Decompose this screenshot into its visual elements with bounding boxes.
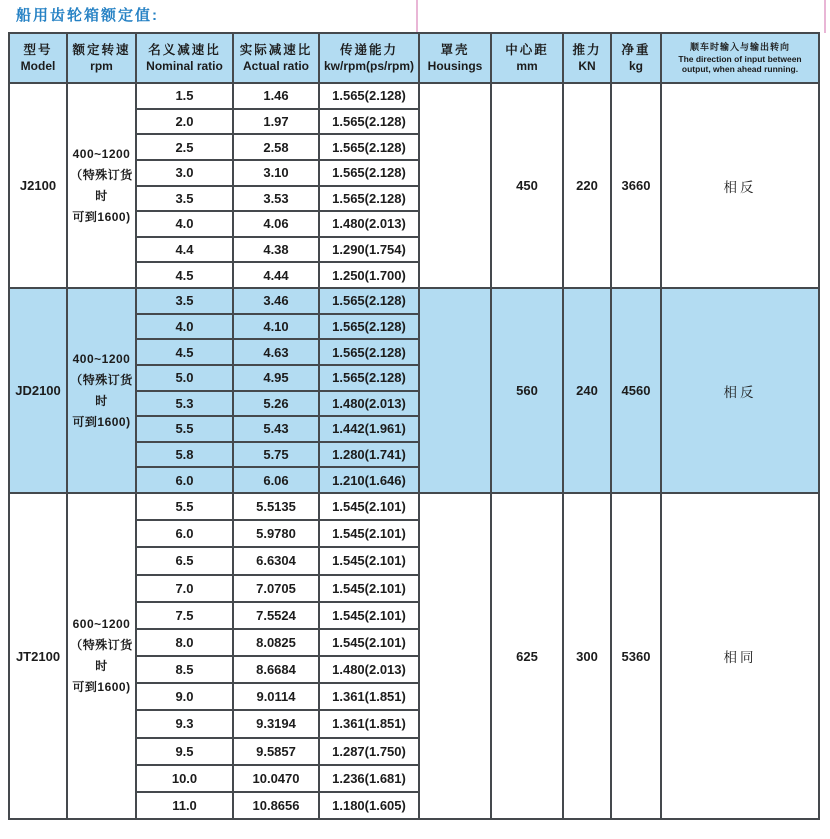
header-zh-actual-ratio: 实际减速比 — [239, 43, 313, 58]
capacity-cell: 1.545(2.101) — [332, 634, 406, 650]
group-J2100 — [10, 84, 818, 289]
capacity-cell: 1.236(1.681) — [332, 770, 406, 786]
header-cell-center-distance — [492, 34, 564, 82]
center-distance-cell: 560 — [492, 289, 564, 492]
actual-ratio-cell: 5.26 — [234, 392, 320, 416]
header-zh-direction: 顺车时输入与输出转向 — [689, 41, 790, 52]
nominal-ratio-cell: 7.5 — [137, 603, 234, 628]
header-cell-direction — [662, 34, 818, 82]
header-cell-nominal-ratio — [137, 34, 234, 82]
header-zh-nominal-ratio: 名义减速比 — [148, 43, 221, 58]
rated-speed-cell — [68, 494, 137, 818]
direction-cell — [662, 289, 818, 492]
header-zh-capacity: 传递能力 — [339, 43, 398, 58]
header-en-nominal-ratio: Nominal ratio — [146, 59, 223, 74]
net-weight-cell: 4560 — [612, 289, 662, 492]
ratio-row-5 — [137, 417, 418, 443]
nominal-ratio-cell: 5.5 — [137, 417, 234, 441]
rated-speed-line-2: 可到1600) — [72, 680, 131, 694]
scan-artifact-line-left — [416, 0, 418, 33]
capacity-cell: 1.287(1.750) — [332, 743, 406, 759]
actual-ratio-cell: 7.5524 — [234, 603, 320, 628]
page-title: 船用齿轮箱额定值: — [16, 7, 159, 24]
capacity-cell: 1.565(2.128) — [332, 370, 406, 386]
nominal-ratio-cell: 5.3 — [137, 392, 234, 416]
actual-ratio-cell: 1.97 — [234, 110, 320, 134]
center-distance-cell: 625 — [492, 494, 564, 818]
header-en-model: Model — [20, 59, 56, 74]
model-label: JD2100 — [15, 383, 61, 398]
actual-ratio-cell: 5.75 — [234, 443, 320, 467]
header-en-capacity: kw/rpm(ps/rpm) — [323, 59, 414, 74]
ratio-row-5 — [137, 630, 418, 657]
header-en-net-weight: kg — [628, 59, 643, 74]
direction-cell — [662, 84, 818, 287]
nominal-ratio-cell: 3.0 — [137, 161, 234, 185]
thrust-cell: 220 — [564, 84, 612, 287]
actual-ratio-cell: 9.5857 — [234, 739, 320, 764]
capacity-cell: 1.565(2.128) — [332, 139, 406, 155]
actual-ratio-cell: 1.46 — [234, 84, 320, 108]
capacity-cell: 1.565(2.128) — [332, 318, 406, 334]
capacity-cell: 1.545(2.101) — [332, 526, 406, 542]
nominal-ratio-cell: 4.0 — [137, 212, 234, 236]
nominal-ratio-cell: 8.5 — [137, 657, 234, 682]
nominal-ratio-cell: 11.0 — [137, 793, 234, 818]
rated-speed-line-0: 600~1200 — [72, 617, 131, 631]
capacity-cell: 1.565(2.128) — [332, 113, 406, 129]
ratio-row-3 — [137, 161, 418, 187]
nominal-ratio-cell: 9.0 — [137, 684, 234, 709]
rated-speed-line-1: （特殊订货时 — [70, 167, 133, 203]
capacity-cell: 1.280(1.741) — [332, 447, 406, 463]
ratio-row-7 — [137, 263, 418, 287]
actual-ratio-cell: 9.3194 — [234, 711, 320, 736]
ratio-row-3 — [137, 366, 418, 392]
header-zh-thrust: 推力 — [572, 43, 602, 58]
thrust-cell: 240 — [564, 289, 612, 492]
nominal-ratio-cell: 4.0 — [137, 315, 234, 339]
header-cell-housings — [420, 34, 492, 82]
rated-speed-line-0: 400~1200 — [72, 146, 131, 161]
rated-speed-line-0: 400~1200 — [72, 351, 131, 366]
nominal-ratio-cell: 9.3 — [137, 711, 234, 736]
actual-ratio-cell: 5.5135 — [234, 494, 320, 519]
capacity-cell: 1.250(1.700) — [332, 267, 406, 283]
model-label: J2100 — [19, 178, 57, 193]
capacity-cell: 1.480(2.013) — [332, 395, 406, 411]
actual-ratio-cell: 3.53 — [234, 187, 320, 211]
rated-speed-line-1: （特殊订货时 — [70, 372, 133, 408]
ratio-row-4 — [137, 392, 418, 418]
nominal-ratio-cell: 4.5 — [137, 263, 234, 287]
ratio-row-6 — [137, 443, 418, 469]
ratio-row-0 — [137, 494, 418, 521]
nominal-ratio-cell: 8.0 — [137, 630, 234, 655]
capacity-cell: 1.545(2.101) — [332, 553, 406, 569]
ratio-row-2 — [137, 548, 418, 575]
direction-value: 相反 — [723, 179, 757, 195]
actual-ratio-cell: 5.9780 — [234, 521, 320, 546]
header-en-rated-speed: rpm — [90, 59, 113, 74]
nominal-ratio-cell: 6.0 — [137, 521, 234, 546]
net-weight-cell: 3660 — [612, 84, 662, 287]
housings-cell — [420, 494, 492, 818]
ratio-row-6 — [137, 238, 418, 264]
actual-ratio-cell: 8.0825 — [234, 630, 320, 655]
nominal-ratio-cell: 5.8 — [137, 443, 234, 467]
header-cell-thrust — [564, 34, 612, 82]
ratio-subtable — [137, 84, 420, 287]
ratio-row-0 — [137, 84, 418, 110]
capacity-cell: 1.442(1.961) — [332, 421, 406, 437]
gearbox-rating-table — [8, 32, 820, 820]
nominal-ratio-cell: 2.5 — [137, 135, 234, 159]
actual-ratio-cell: 10.8656 — [234, 793, 320, 818]
ratio-row-1 — [137, 110, 418, 136]
direction-value: 相反 — [723, 384, 757, 400]
model-cell — [10, 289, 68, 492]
ratio-row-7 — [137, 684, 418, 711]
header-cell-net-weight — [612, 34, 662, 82]
ratio-row-4 — [137, 187, 418, 213]
header-cell-capacity — [320, 34, 420, 82]
nominal-ratio-cell: 5.5 — [137, 494, 234, 519]
actual-ratio-cell: 9.0114 — [234, 684, 320, 709]
capacity-cell: 1.290(1.754) — [332, 242, 406, 258]
capacity-cell: 1.180(1.605) — [332, 797, 406, 813]
ratio-row-4 — [137, 603, 418, 630]
header-cell-model — [10, 34, 68, 82]
ratio-row-1 — [137, 521, 418, 548]
actual-ratio-cell: 3.46 — [234, 289, 320, 313]
nominal-ratio-cell: 9.5 — [137, 739, 234, 764]
nominal-ratio-cell: 1.5 — [137, 84, 234, 108]
capacity-cell: 1.480(2.013) — [332, 216, 406, 232]
nominal-ratio-cell: 3.5 — [137, 289, 234, 313]
ratio-row-5 — [137, 212, 418, 238]
actual-ratio-cell: 4.10 — [234, 315, 320, 339]
net-weight-cell: 5360 — [612, 494, 662, 818]
capacity-cell: 1.545(2.101) — [332, 580, 406, 596]
center-distance-cell: 450 — [492, 84, 564, 287]
group-JT2100 — [10, 494, 818, 818]
nominal-ratio-cell: 4.5 — [137, 340, 234, 364]
header-zh-center-distance: 中心距 — [505, 43, 549, 58]
actual-ratio-cell: 6.6304 — [234, 548, 320, 573]
model-cell — [10, 494, 68, 818]
capacity-cell: 1.565(2.128) — [332, 165, 406, 181]
header-zh-housings: 罩壳 — [440, 43, 470, 58]
header-en-thrust: KN — [578, 59, 596, 74]
actual-ratio-cell: 2.58 — [234, 135, 320, 159]
direction-value: 相同 — [723, 650, 757, 665]
scan-artifact-line-right — [824, 0, 826, 33]
actual-ratio-cell: 6.06 — [234, 468, 320, 492]
thrust-cell: 300 — [564, 494, 612, 818]
rated-speed-cell — [68, 289, 137, 492]
capacity-cell: 1.545(2.101) — [332, 607, 406, 623]
ratio-row-6 — [137, 657, 418, 684]
direction-cell — [662, 494, 818, 818]
rated-speed-line-2: 可到1600) — [72, 414, 131, 429]
rated-speed-line-1: （特殊订货时 — [70, 638, 133, 673]
nominal-ratio-cell: 6.5 — [137, 548, 234, 573]
ratio-row-2 — [137, 340, 418, 366]
capacity-cell: 1.565(2.128) — [332, 88, 406, 104]
ratio-row-0 — [137, 289, 418, 315]
header-en-center-distance: mm — [516, 59, 538, 74]
actual-ratio-cell: 4.95 — [234, 366, 320, 390]
ratio-row-9 — [137, 739, 418, 766]
actual-ratio-cell: 10.0470 — [234, 766, 320, 791]
housings-cell — [420, 84, 492, 287]
actual-ratio-cell: 4.63 — [234, 340, 320, 364]
ratio-subtable — [137, 289, 420, 492]
header-en-housings: Housings — [427, 59, 483, 74]
actual-ratio-cell: 8.6684 — [234, 657, 320, 682]
housings-cell — [420, 289, 492, 492]
model-label: JT2100 — [15, 648, 61, 664]
header-cell-rated-speed — [68, 34, 137, 82]
header-zh-rated-speed: 额定转速 — [72, 43, 131, 58]
nominal-ratio-cell: 6.0 — [137, 468, 234, 492]
capacity-cell: 1.210(1.646) — [332, 472, 406, 488]
nominal-ratio-cell: 2.0 — [137, 110, 234, 134]
ratio-row-1 — [137, 315, 418, 341]
rated-speed-cell — [68, 84, 137, 287]
nominal-ratio-cell: 3.5 — [137, 187, 234, 211]
header-zh-net-weight: 净重 — [621, 43, 651, 58]
ratio-row-2 — [137, 135, 418, 161]
group-JD2100 — [10, 289, 818, 494]
model-cell — [10, 84, 68, 287]
nominal-ratio-cell: 5.0 — [137, 366, 234, 390]
ratio-row-7 — [137, 468, 418, 492]
actual-ratio-cell: 5.43 — [234, 417, 320, 441]
nominal-ratio-cell: 7.0 — [137, 576, 234, 601]
rated-speed-line-2: 可到1600) — [72, 209, 131, 224]
capacity-cell: 1.480(2.013) — [332, 662, 406, 678]
nominal-ratio-cell: 10.0 — [137, 766, 234, 791]
capacity-cell: 1.565(2.128) — [332, 344, 406, 360]
ratio-subtable — [137, 494, 420, 818]
ratio-row-10 — [137, 766, 418, 793]
actual-ratio-cell: 4.44 — [234, 263, 320, 287]
capacity-cell: 1.565(2.128) — [332, 190, 406, 206]
capacity-cell: 1.545(2.101) — [332, 499, 406, 515]
actual-ratio-cell: 3.10 — [234, 161, 320, 185]
ratio-row-11 — [137, 793, 418, 818]
nominal-ratio-cell: 4.4 — [137, 238, 234, 262]
capacity-cell: 1.565(2.128) — [332, 293, 406, 309]
header-en-actual-ratio: Actual ratio — [242, 59, 309, 74]
ratio-row-8 — [137, 711, 418, 738]
header-zh-model: 型号 — [23, 43, 53, 58]
header-cell-actual-ratio — [234, 34, 320, 82]
capacity-cell: 1.361(1.851) — [332, 716, 406, 732]
header-en-direction: The direction of input between output, when ahead running. — [678, 53, 802, 74]
table-header-row — [10, 34, 818, 84]
actual-ratio-cell: 7.0705 — [234, 576, 320, 601]
actual-ratio-cell: 4.38 — [234, 238, 320, 262]
capacity-cell: 1.361(1.851) — [332, 689, 406, 705]
actual-ratio-cell: 4.06 — [234, 212, 320, 236]
ratio-row-3 — [137, 576, 418, 603]
